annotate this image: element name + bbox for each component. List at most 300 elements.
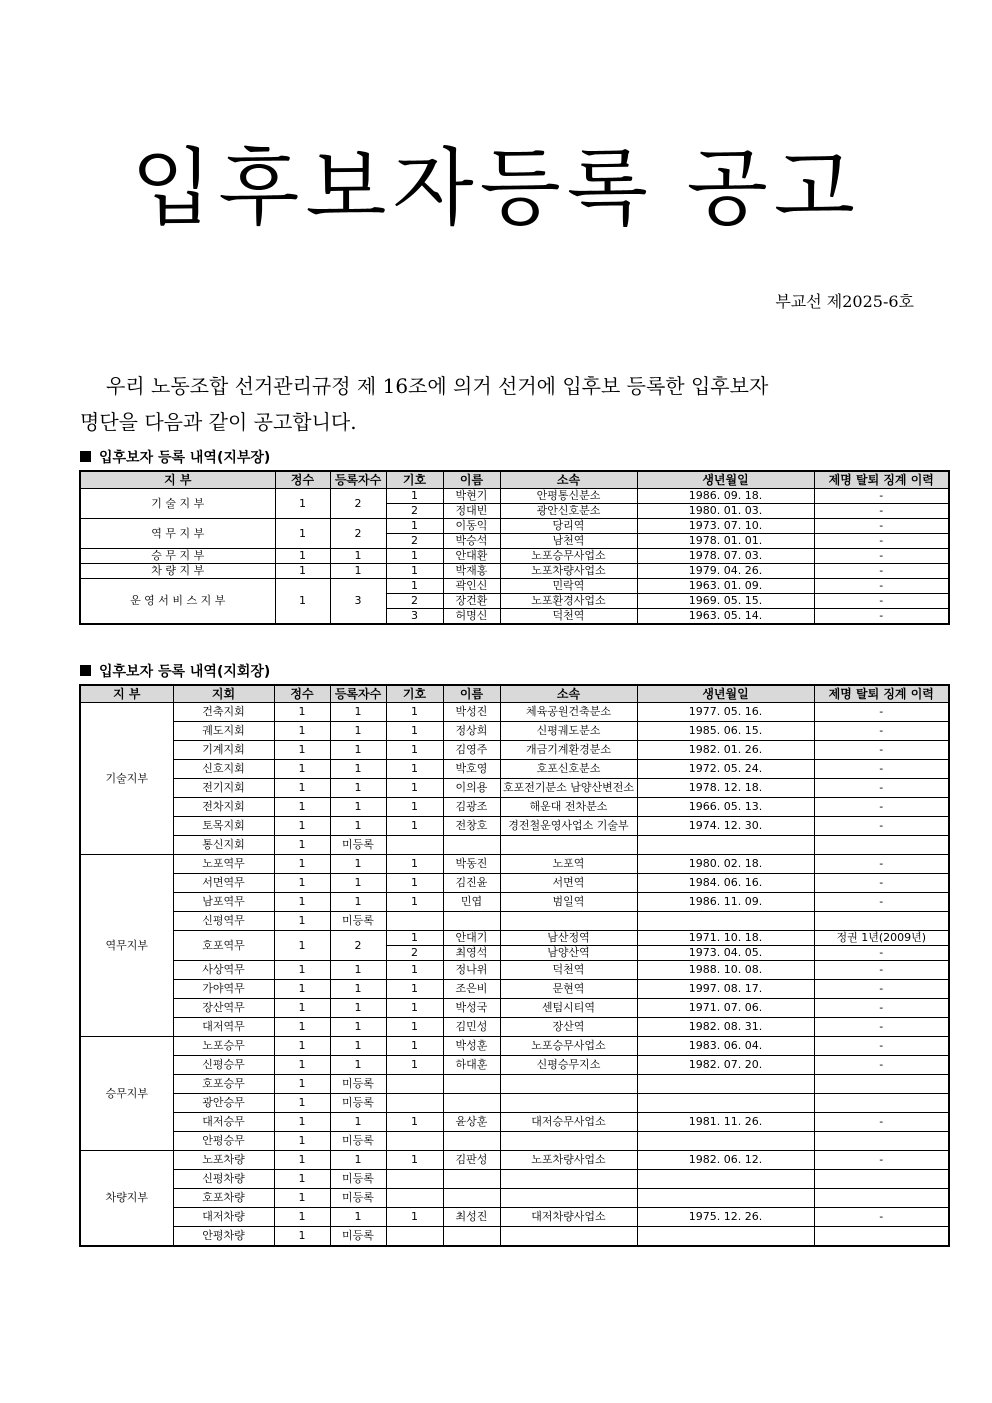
birthdate-cell bbox=[637, 1094, 814, 1113]
quota-cell: 1 bbox=[274, 1113, 330, 1132]
affiliation-cell: 해운대 전차분소 bbox=[500, 798, 637, 817]
quota-cell: 1 bbox=[274, 836, 330, 855]
table-row bbox=[80, 817, 949, 836]
col-header: 생년월일 bbox=[637, 685, 814, 703]
number-cell bbox=[386, 1132, 443, 1151]
birthdate-cell: 1982. 06. 12. bbox=[637, 1151, 814, 1170]
affiliation-cell: 노포차량사업소 bbox=[500, 564, 637, 579]
birthdate-cell: 1978. 01. 01. bbox=[637, 534, 814, 549]
affiliation-cell: 개금기계환경분소 bbox=[500, 741, 637, 760]
section-heading-chapter-head bbox=[80, 661, 270, 681]
registered-count-cell: 1 bbox=[330, 1056, 386, 1075]
registered-count-cell: 1 bbox=[330, 798, 386, 817]
name-cell: 민엽 bbox=[443, 893, 500, 912]
number-cell: 1 bbox=[386, 564, 443, 579]
table-header-row bbox=[80, 685, 949, 703]
history-cell: - bbox=[814, 798, 949, 817]
affiliation-cell: 남양산역 bbox=[500, 946, 637, 961]
table-row bbox=[80, 1018, 949, 1037]
affiliation-cell: 문현역 bbox=[500, 980, 637, 999]
registered-count-cell: 1 bbox=[330, 779, 386, 798]
registered-count-cell: 미등록 bbox=[330, 836, 386, 855]
name-cell: 최영석 bbox=[443, 946, 500, 961]
history-cell: - bbox=[814, 1018, 949, 1037]
table-row-unregistered bbox=[80, 1132, 949, 1151]
birthdate-cell: 1963. 01. 09. bbox=[637, 579, 814, 594]
birthdate-cell bbox=[637, 836, 814, 855]
affiliation-cell: 장산역 bbox=[500, 1018, 637, 1037]
affiliation-cell: 노포승무사업소 bbox=[500, 1037, 637, 1056]
birthdate-cell: 1980. 01. 03. bbox=[637, 504, 814, 519]
name-cell: 정나위 bbox=[443, 961, 500, 980]
history-cell: - bbox=[814, 1208, 949, 1227]
affiliation-cell bbox=[500, 1170, 637, 1189]
intro-paragraph bbox=[80, 368, 920, 440]
table-row bbox=[80, 1056, 949, 1075]
quota-cell: 1 bbox=[274, 741, 330, 760]
birthdate-cell: 1975. 12. 26. bbox=[637, 1208, 814, 1227]
chapter-cell: 궤도지회 bbox=[173, 722, 274, 741]
quota-cell: 1 bbox=[274, 779, 330, 798]
history-cell: - bbox=[814, 722, 949, 741]
name-cell: 허명신 bbox=[443, 609, 500, 625]
name-cell bbox=[443, 1094, 500, 1113]
table-row-unregistered bbox=[80, 836, 949, 855]
quota-cell: 1 bbox=[274, 980, 330, 999]
history-cell: - bbox=[814, 874, 949, 893]
quota-cell: 1 bbox=[275, 579, 330, 625]
quota-cell: 1 bbox=[274, 760, 330, 779]
table-row bbox=[80, 1208, 949, 1227]
name-cell: 윤상훈 bbox=[443, 1113, 500, 1132]
name-cell: 김광조 bbox=[443, 798, 500, 817]
birthdate-cell: 1971. 10. 18. bbox=[637, 931, 814, 946]
name-cell: 정상희 bbox=[443, 722, 500, 741]
quota-cell: 1 bbox=[274, 1075, 330, 1094]
table-row-unregistered bbox=[80, 1227, 949, 1247]
quota-cell: 1 bbox=[274, 1189, 330, 1208]
birthdate-cell: 1969. 05. 15. bbox=[637, 594, 814, 609]
history-cell: - bbox=[814, 961, 949, 980]
table-row bbox=[80, 722, 949, 741]
col-header: 기호 bbox=[386, 471, 443, 489]
affiliation-cell: 노포환경사업소 bbox=[500, 594, 637, 609]
table-row-unregistered bbox=[80, 1094, 949, 1113]
name-cell bbox=[443, 1075, 500, 1094]
birthdate-cell: 1984. 06. 16. bbox=[637, 874, 814, 893]
number-cell bbox=[386, 1075, 443, 1094]
history-cell: - bbox=[814, 519, 949, 534]
birthdate-cell: 1982. 01. 26. bbox=[637, 741, 814, 760]
col-header: 정수 bbox=[274, 685, 330, 703]
history-cell: 정권 1년(2009년) bbox=[814, 931, 949, 946]
table-row bbox=[80, 741, 949, 760]
quota-cell: 1 bbox=[274, 912, 330, 931]
name-cell: 김판성 bbox=[443, 1151, 500, 1170]
table-row-unregistered bbox=[80, 1189, 949, 1208]
registered-count-cell: 미등록 bbox=[330, 1170, 386, 1189]
intro-line-1: 우리 노동조합 선거관리규정 제 16조에 의거 선거에 입후보 등록한 입후보자 bbox=[106, 374, 769, 398]
table-row bbox=[80, 798, 949, 817]
birthdate-cell bbox=[637, 1189, 814, 1208]
intro-line-2: 명단을 다음과 같이 공고합니다. bbox=[80, 410, 357, 434]
birthdate-cell bbox=[637, 1170, 814, 1189]
quota-cell: 1 bbox=[274, 1037, 330, 1056]
history-cell: - bbox=[814, 534, 949, 549]
col-header: 이름 bbox=[443, 471, 500, 489]
name-cell: 박동진 bbox=[443, 855, 500, 874]
registered-count-cell: 1 bbox=[330, 564, 386, 579]
history-cell bbox=[814, 836, 949, 855]
number-cell bbox=[386, 1094, 443, 1113]
page-title: 입후보자등록 공고 bbox=[131, 139, 861, 237]
registered-count-cell: 1 bbox=[330, 703, 386, 722]
branch-cell: 기술지부 bbox=[80, 703, 173, 855]
number-cell bbox=[386, 1189, 443, 1208]
registered-count-cell: 미등록 bbox=[330, 1189, 386, 1208]
col-header: 생년월일 bbox=[637, 471, 814, 489]
history-cell bbox=[814, 1132, 949, 1151]
name-cell: 하대훈 bbox=[443, 1056, 500, 1075]
number-cell: 2 bbox=[386, 504, 443, 519]
name-cell bbox=[443, 912, 500, 931]
table-row bbox=[80, 564, 949, 579]
col-header: 지 부 bbox=[80, 471, 275, 489]
history-cell: - bbox=[814, 1056, 949, 1075]
table-row bbox=[80, 961, 949, 980]
registered-count-cell: 1 bbox=[330, 1037, 386, 1056]
name-cell: 박승석 bbox=[443, 534, 500, 549]
table-row bbox=[80, 703, 949, 722]
branch-cell: 승 무 지 부 bbox=[80, 549, 275, 564]
number-cell: 1 bbox=[386, 1151, 443, 1170]
quota-cell: 1 bbox=[274, 999, 330, 1018]
history-cell: - bbox=[814, 549, 949, 564]
table-row bbox=[80, 760, 949, 779]
name-cell: 박성진 bbox=[443, 703, 500, 722]
chapter-cell: 대저차량 bbox=[173, 1208, 274, 1227]
name-cell bbox=[443, 836, 500, 855]
number-cell: 1 bbox=[386, 1056, 443, 1075]
square-bullet-icon bbox=[80, 451, 91, 462]
name-cell: 박호영 bbox=[443, 760, 500, 779]
registered-count-cell: 1 bbox=[330, 817, 386, 836]
quota-cell: 1 bbox=[275, 489, 330, 519]
chapter-cell: 호포차량 bbox=[173, 1189, 274, 1208]
table-row bbox=[80, 855, 949, 874]
table-row-unregistered bbox=[80, 912, 949, 931]
number-cell: 1 bbox=[386, 579, 443, 594]
name-cell bbox=[443, 1132, 500, 1151]
number-cell: 1 bbox=[386, 999, 443, 1018]
table-header-row bbox=[80, 471, 949, 489]
number-cell bbox=[386, 836, 443, 855]
quota-cell: 1 bbox=[274, 798, 330, 817]
birthdate-cell: 1978. 07. 03. bbox=[637, 549, 814, 564]
history-cell: - bbox=[814, 1037, 949, 1056]
quota-cell: 1 bbox=[274, 817, 330, 836]
col-header: 등록자수 bbox=[330, 685, 386, 703]
chapter-cell: 노포승무 bbox=[173, 1037, 274, 1056]
history-cell: - bbox=[814, 703, 949, 722]
table-row bbox=[80, 931, 949, 946]
affiliation-cell: 신평승무지소 bbox=[500, 1056, 637, 1075]
quota-cell: 1 bbox=[274, 1170, 330, 1189]
chapter-cell: 호포역무 bbox=[173, 931, 274, 961]
history-cell: - bbox=[814, 504, 949, 519]
affiliation-cell: 센텀시티역 bbox=[500, 999, 637, 1018]
registered-count-cell: 1 bbox=[330, 980, 386, 999]
col-header: 지회 bbox=[173, 685, 274, 703]
table-row bbox=[80, 980, 949, 999]
registered-count-cell: 1 bbox=[330, 741, 386, 760]
registered-count-cell: 미등록 bbox=[330, 1094, 386, 1113]
history-cell: - bbox=[814, 579, 949, 594]
affiliation-cell: 호포전기분소 남양산변전소 bbox=[500, 779, 637, 798]
chapter-cell: 대저역무 bbox=[173, 1018, 274, 1037]
registered-count-cell: 1 bbox=[330, 1113, 386, 1132]
document-number: 부교선 제2025-6호 bbox=[775, 292, 914, 311]
number-cell: 1 bbox=[386, 931, 443, 946]
affiliation-cell: 대저승무사업소 bbox=[500, 1113, 637, 1132]
number-cell: 1 bbox=[386, 760, 443, 779]
table-row bbox=[80, 874, 949, 893]
table-row bbox=[80, 893, 949, 912]
branch-cell: 차 량 지 부 bbox=[80, 564, 275, 579]
number-cell: 1 bbox=[386, 980, 443, 999]
col-header: 정수 bbox=[275, 471, 330, 489]
history-cell: - bbox=[814, 779, 949, 798]
number-cell: 3 bbox=[386, 609, 443, 625]
quota-cell: 1 bbox=[275, 564, 330, 579]
birthdate-cell bbox=[637, 912, 814, 931]
history-cell bbox=[814, 912, 949, 931]
registered-count-cell: 미등록 bbox=[330, 1075, 386, 1094]
affiliation-cell: 덕천역 bbox=[500, 609, 637, 625]
number-cell: 1 bbox=[386, 703, 443, 722]
number-cell bbox=[386, 1227, 443, 1247]
quota-cell: 1 bbox=[274, 931, 330, 961]
quota-cell: 1 bbox=[275, 549, 330, 564]
section-heading-text: 입후보자 등록 내역(지부장) bbox=[99, 450, 271, 466]
number-cell: 1 bbox=[386, 1113, 443, 1132]
chapter-cell: 서면역무 bbox=[173, 874, 274, 893]
table-row bbox=[80, 579, 949, 594]
quota-cell: 1 bbox=[274, 1056, 330, 1075]
name-cell: 이동익 bbox=[443, 519, 500, 534]
name-cell: 박현기 bbox=[443, 489, 500, 504]
chapter-cell: 건축지회 bbox=[173, 703, 274, 722]
birthdate-cell: 1973. 04. 05. bbox=[637, 946, 814, 961]
registered-count-cell: 1 bbox=[330, 874, 386, 893]
birthdate-cell bbox=[637, 1075, 814, 1094]
chapter-cell: 노포차량 bbox=[173, 1151, 274, 1170]
affiliation-cell bbox=[500, 1227, 637, 1247]
section-heading-text: 입후보자 등록 내역(지회장) bbox=[99, 664, 271, 680]
history-cell bbox=[814, 1075, 949, 1094]
registered-count-cell: 2 bbox=[330, 931, 386, 961]
chapter-head-candidates-table bbox=[79, 684, 950, 1247]
table-row bbox=[80, 1037, 949, 1056]
branch-cell: 차량지부 bbox=[80, 1151, 173, 1247]
birthdate-cell: 1988. 10. 08. bbox=[637, 961, 814, 980]
name-cell: 정대빈 bbox=[443, 504, 500, 519]
affiliation-cell: 대저차량사업소 bbox=[500, 1208, 637, 1227]
name-cell: 장건환 bbox=[443, 594, 500, 609]
birthdate-cell: 1979. 04. 26. bbox=[637, 564, 814, 579]
quota-cell: 1 bbox=[274, 961, 330, 980]
number-cell: 2 bbox=[386, 594, 443, 609]
birthdate-cell bbox=[637, 1132, 814, 1151]
branch-cell: 역무지부 bbox=[80, 855, 173, 1037]
chapter-cell: 안평승무 bbox=[173, 1132, 274, 1151]
birthdate-cell: 1982. 08. 31. bbox=[637, 1018, 814, 1037]
quota-cell: 1 bbox=[274, 855, 330, 874]
affiliation-cell bbox=[500, 912, 637, 931]
number-cell: 1 bbox=[386, 549, 443, 564]
quota-cell: 1 bbox=[274, 874, 330, 893]
quota-cell: 1 bbox=[274, 722, 330, 741]
table-row bbox=[80, 489, 949, 504]
birthdate-cell: 1985. 06. 15. bbox=[637, 722, 814, 741]
affiliation-cell bbox=[500, 1189, 637, 1208]
history-cell bbox=[814, 1189, 949, 1208]
name-cell: 박성훈 bbox=[443, 1037, 500, 1056]
chapter-cell: 노포역무 bbox=[173, 855, 274, 874]
branch-cell: 역 무 지 부 bbox=[80, 519, 275, 549]
name-cell: 김진윤 bbox=[443, 874, 500, 893]
registered-count-cell: 1 bbox=[330, 549, 386, 564]
registered-count-cell: 1 bbox=[330, 1018, 386, 1037]
col-header: 등록자수 bbox=[330, 471, 386, 489]
registered-count-cell: 1 bbox=[330, 961, 386, 980]
square-bullet-icon bbox=[80, 665, 91, 676]
history-cell: - bbox=[814, 594, 949, 609]
affiliation-cell bbox=[500, 1075, 637, 1094]
chapter-cell: 호포승무 bbox=[173, 1075, 274, 1094]
col-header: 이름 bbox=[443, 685, 500, 703]
branch-head-candidates-table bbox=[79, 470, 950, 625]
table-row bbox=[80, 549, 949, 564]
birthdate-cell: 1966. 05. 13. bbox=[637, 798, 814, 817]
quota-cell: 1 bbox=[275, 519, 330, 549]
affiliation-cell: 호포신호분소 bbox=[500, 760, 637, 779]
number-cell: 1 bbox=[386, 519, 443, 534]
chapter-cell: 대저승무 bbox=[173, 1113, 274, 1132]
name-cell: 박재홍 bbox=[443, 564, 500, 579]
birthdate-cell: 1972. 05. 24. bbox=[637, 760, 814, 779]
affiliation-cell: 서면역 bbox=[500, 874, 637, 893]
history-cell: - bbox=[814, 609, 949, 625]
quota-cell: 1 bbox=[274, 1094, 330, 1113]
history-cell: - bbox=[814, 946, 949, 961]
number-cell: 1 bbox=[386, 779, 443, 798]
registered-count-cell: 1 bbox=[330, 722, 386, 741]
number-cell: 2 bbox=[386, 534, 443, 549]
registered-count-cell: 1 bbox=[330, 855, 386, 874]
registered-count-cell: 미등록 bbox=[330, 1132, 386, 1151]
col-header: 지 부 bbox=[80, 685, 173, 703]
chapter-cell: 신호지회 bbox=[173, 760, 274, 779]
quota-cell: 1 bbox=[274, 1018, 330, 1037]
number-cell: 2 bbox=[386, 946, 443, 961]
registered-count-cell: 미등록 bbox=[330, 912, 386, 931]
affiliation-cell: 노포차량사업소 bbox=[500, 1151, 637, 1170]
history-cell: - bbox=[814, 564, 949, 579]
registered-count-cell: 3 bbox=[330, 579, 386, 625]
registered-count-cell: 1 bbox=[330, 999, 386, 1018]
birthdate-cell: 1974. 12. 30. bbox=[637, 817, 814, 836]
birthdate-cell: 1986. 09. 18. bbox=[637, 489, 814, 504]
chapter-cell: 남포역무 bbox=[173, 893, 274, 912]
number-cell: 1 bbox=[386, 961, 443, 980]
number-cell: 1 bbox=[386, 1208, 443, 1227]
affiliation-cell: 남산정역 bbox=[500, 931, 637, 946]
chapter-cell: 전기지회 bbox=[173, 779, 274, 798]
number-cell bbox=[386, 912, 443, 931]
number-cell: 1 bbox=[386, 798, 443, 817]
number-cell: 1 bbox=[386, 722, 443, 741]
chapter-cell: 신평차량 bbox=[173, 1170, 274, 1189]
name-cell: 안대기 bbox=[443, 931, 500, 946]
table-row bbox=[80, 1113, 949, 1132]
chapter-cell: 기계지회 bbox=[173, 741, 274, 760]
birthdate-cell: 1977. 05. 16. bbox=[637, 703, 814, 722]
number-cell: 1 bbox=[386, 855, 443, 874]
quota-cell: 1 bbox=[274, 1151, 330, 1170]
registered-count-cell: 1 bbox=[330, 893, 386, 912]
birthdate-cell: 1963. 05. 14. bbox=[637, 609, 814, 625]
name-cell: 박성국 bbox=[443, 999, 500, 1018]
table-row bbox=[80, 519, 949, 534]
history-cell: - bbox=[814, 999, 949, 1018]
number-cell: 1 bbox=[386, 741, 443, 760]
quota-cell: 1 bbox=[274, 893, 330, 912]
col-header: 소속 bbox=[500, 471, 637, 489]
col-header: 기호 bbox=[386, 685, 443, 703]
registered-count-cell: 2 bbox=[330, 519, 386, 549]
affiliation-cell: 신평궤도분소 bbox=[500, 722, 637, 741]
quota-cell: 1 bbox=[274, 1227, 330, 1247]
chapter-cell: 가야역무 bbox=[173, 980, 274, 999]
table-row bbox=[80, 1151, 949, 1170]
table-row-unregistered bbox=[80, 1075, 949, 1094]
chapter-cell: 신평역무 bbox=[173, 912, 274, 931]
birthdate-cell: 1980. 02. 18. bbox=[637, 855, 814, 874]
branch-cell: 승무지부 bbox=[80, 1037, 173, 1151]
birthdate-cell: 1981. 11. 26. bbox=[637, 1113, 814, 1132]
chapter-cell: 통신지회 bbox=[173, 836, 274, 855]
name-cell: 조은비 bbox=[443, 980, 500, 999]
birthdate-cell: 1978. 12. 18. bbox=[637, 779, 814, 798]
table-row bbox=[80, 779, 949, 798]
history-cell: - bbox=[814, 489, 949, 504]
col-header: 소속 bbox=[500, 685, 637, 703]
history-cell: - bbox=[814, 855, 949, 874]
history-cell: - bbox=[814, 760, 949, 779]
name-cell: 이의용 bbox=[443, 779, 500, 798]
affiliation-cell: 노포승무사업소 bbox=[500, 549, 637, 564]
affiliation-cell: 체육공원건축분소 bbox=[500, 703, 637, 722]
birthdate-cell: 1973. 07. 10. bbox=[637, 519, 814, 534]
name-cell: 안대환 bbox=[443, 549, 500, 564]
affiliation-cell bbox=[500, 1132, 637, 1151]
table-row bbox=[80, 999, 949, 1018]
name-cell bbox=[443, 1189, 500, 1208]
number-cell: 1 bbox=[386, 1018, 443, 1037]
col-header: 제명 탈퇴 징계 이력 bbox=[814, 471, 949, 489]
history-cell: - bbox=[814, 1113, 949, 1132]
